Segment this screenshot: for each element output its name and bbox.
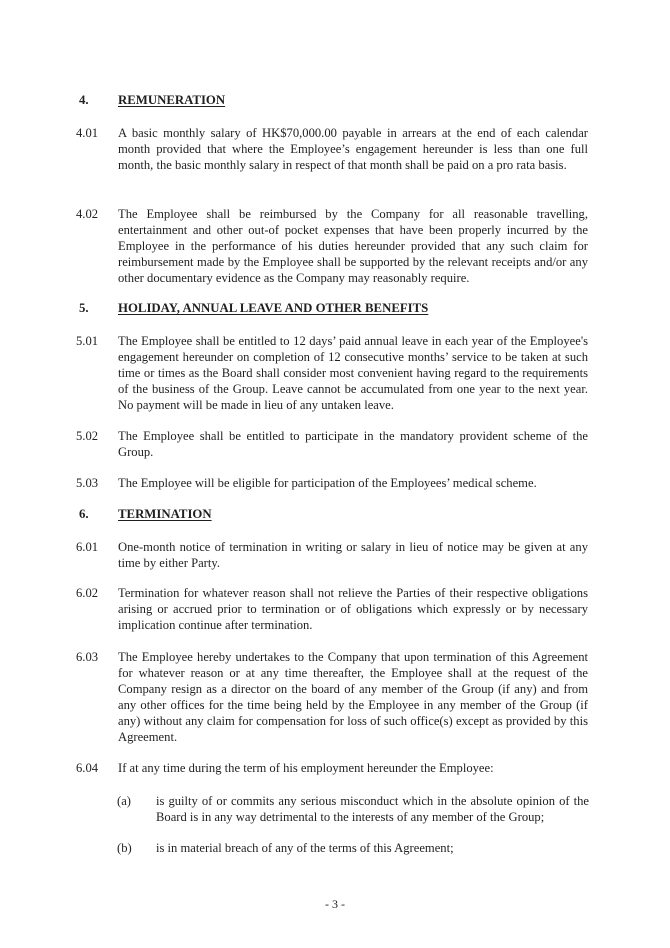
clause-6-04-item-b (117, 840, 589, 856)
clause-text: A basic monthly salary of HK$70,000.00 payable in arrears at the end of each calendar month provided that where the Employee’s engagement hereunder is less than one full month, the basic monthly salary in respect of that month shall be paid on a pro rata basis. (118, 126, 588, 172)
item-text: is in material breach of any of the terms of this Agreement; (156, 841, 454, 855)
clause-4-01 (76, 125, 588, 173)
section-heading-remuneration (79, 92, 225, 108)
item-label: (a) (117, 794, 131, 808)
section-title: REMUNERATION (118, 93, 226, 107)
clause-text: The Employee shall be entitled to 12 days’ paid annual leave in each year of the Employee's engagement hereunder on completion of 12 consecutive months’ service to be taken at such time or times as the Board shall consider most convenient having regard to the requirements of the business of the Group. Leave cannot be accumulated from one year to the next year. No payment will be made in lieu of any untaken leave. (118, 334, 588, 412)
clause-text: The Employee hereby undertakes to the Company that upon termination of this Agreement for whatever reason or at any time thereafter, the Employee shall at the request of the Company resign as a director on the board of any member of the Group (if any) and from any other offices for the time being held by the Employee in any member of the Group (if any) without any claim for compensation for loss of such office(s) except as provided by this Agreement. (118, 650, 588, 744)
clause-6-04 (76, 760, 588, 776)
clause-text: If at any time during the term of his employment hereunder the Employee: (118, 761, 494, 775)
item-label: (b) (117, 841, 132, 855)
clause-number: 5.03 (76, 476, 99, 490)
item-text: is guilty of or commits any serious misconduct which in the absolute opinion of the Board is in any way detrimental to the interests of any member of the Group; (156, 794, 589, 824)
clause-number: 6.04 (76, 761, 99, 775)
section-heading-termination (79, 506, 212, 522)
clause-5-01 (76, 333, 588, 413)
clause-number: 6.02 (76, 586, 99, 600)
clause-5-02 (76, 428, 588, 460)
clause-number: 5.02 (76, 429, 99, 443)
clause-text: The Employee shall be reimbursed by the Company for all reasonable travelling, entertainment and other out-of pocket expenses that have been properly incurred by the Employee in the performance of his duties hereunder provided that any such claim for reimbursement made by the Employee shall be supported by the relevant receipts and/or any other documentary evidence as the Company may reasonably require. (118, 207, 588, 285)
clause-6-03 (76, 649, 588, 745)
clause-5-03 (76, 475, 588, 491)
clause-text: The Employee shall be entitled to participate in the mandatory provident scheme of the Group. (118, 429, 588, 459)
clause-number: 4.01 (76, 126, 99, 140)
clause-number: 6.03 (76, 650, 99, 664)
clause-text: Termination for whatever reason shall not relieve the Parties of their respective obligations arising or accrued prior to termination or of obligations which expressly or by necessary implication continue after termination. (118, 586, 588, 632)
clause-6-01 (76, 539, 588, 571)
clause-6-04-item-a (117, 793, 589, 825)
page-number: - 3 - (325, 897, 345, 911)
section-title: TERMINATION (118, 507, 212, 521)
clause-text: One-month notice of termination in writing or salary in lieu of notice may be given at any time by either Party. (118, 540, 588, 570)
section-number: 4. (79, 93, 89, 107)
clause-number: 6.01 (76, 540, 99, 554)
clause-number: 5.01 (76, 334, 99, 348)
clause-4-02 (76, 206, 588, 286)
clause-6-02 (76, 585, 588, 633)
section-number: 5. (79, 301, 89, 315)
section-heading-holiday (79, 300, 428, 316)
clause-text: The Employee will be eligible for participation of the Employees’ medical scheme. (118, 476, 537, 490)
clause-number: 4.02 (76, 207, 99, 221)
section-number: 6. (79, 507, 89, 521)
section-title: HOLIDAY, ANNUAL LEAVE AND OTHER BENEFITS (118, 301, 429, 315)
